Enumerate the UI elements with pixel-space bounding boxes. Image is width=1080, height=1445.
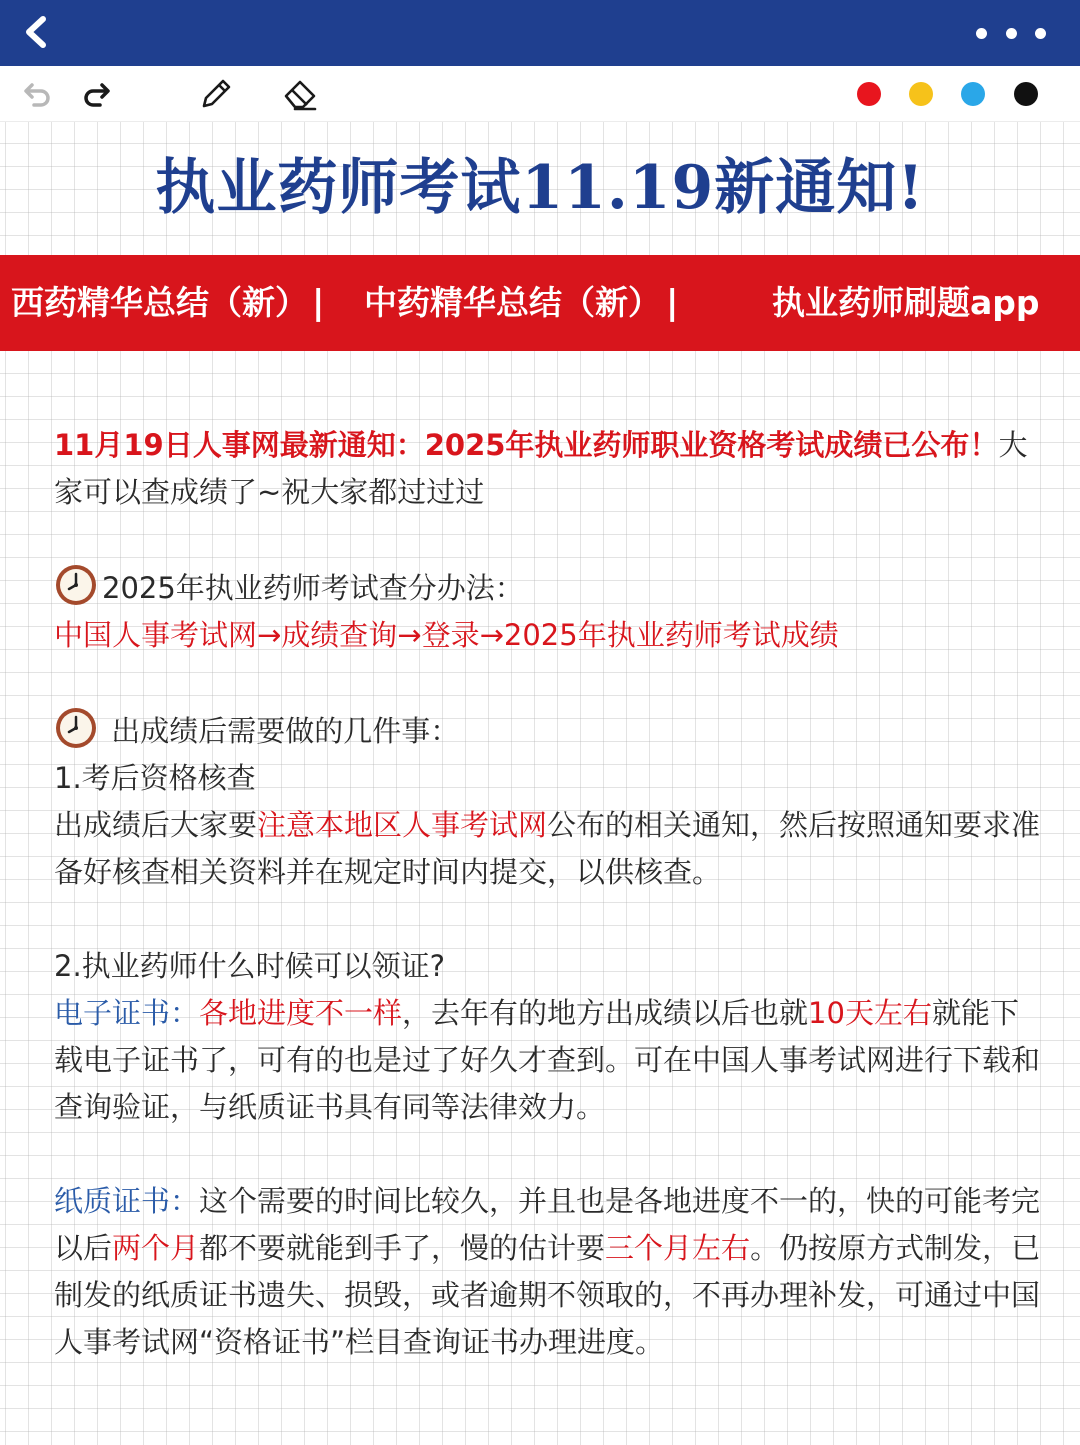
more-dot [1006,28,1017,39]
query-path: 中国人事考试网→成绩查询→登录→2025年执业药师考试成绩 [54,618,839,652]
article-body [54,422,1044,1366]
pencil-icon [198,76,234,112]
more-button[interactable] [976,18,1046,48]
paper-label: 纸质证书： [54,1184,200,1218]
ecert-paragraph [54,990,1044,1131]
redo-button[interactable] [76,74,116,114]
paper-highlight: 三个月左右 [605,1231,751,1265]
query-heading-text: 2025年执业药师考试查分办法： [102,571,524,605]
redo-icon [80,80,112,108]
nav-separator: | [666,283,679,323]
paper-text: 都不要就能到手了，慢的估计要 [199,1231,606,1265]
color-swatch-black[interactable] [1014,82,1038,106]
todo-item1-body [54,802,1044,896]
todo-item1-title: 1.考后资格核查 [54,761,256,795]
undo-icon [22,80,54,108]
eraser-tool[interactable] [280,74,320,114]
ecert-highlight: 10天左右 [808,996,932,1030]
more-dot [1035,28,1046,39]
todo-item1-text: 公布的相关通知，然后按照通知要求准备好核查相关资料并在规定时间内提交，以供核查。 [54,808,1041,889]
paper-text: 。仍按原方式制发，已制发的纸质证书遗失、损毁，或者逾期不领取的，不再办理补发，可通过中国人事考试网“资格证书”栏目查询证书办理进度。 [54,1231,1041,1359]
notice-tail: 大家可以查成绩了~祝大家都过过过 [54,428,1028,509]
todo-heading-text: 出成绩后需要做的几件事： [102,714,460,748]
clock-icon [54,563,98,607]
query-heading [54,563,1044,612]
color-swatch-red[interactable] [857,82,881,106]
paper-text: 这个需要的时间比较久，并且也是各地进度不一的，快的可能考完以后 [54,1184,1041,1265]
page-title: 执业药师考试11.19新通知! [155,153,925,223]
pencil-tool[interactable] [196,74,236,114]
category-nav [0,255,1080,351]
todo-item1-text: 出成绩后大家要 [54,808,258,842]
paper-paragraph [54,1178,1044,1366]
color-swatch-yellow[interactable] [909,82,933,106]
nav-item-quiz-app[interactable]: 执业药师刷题app [772,283,1040,322]
ecert-label: 电子证书： [54,996,200,1030]
nav-item-chinese-medicine[interactable]: 中药精华总结（新） [364,283,661,322]
back-button[interactable] [14,10,58,54]
ecert-text: ，去年有的地方出成绩以后也就 [402,996,809,1030]
paper-highlight: 两个月 [112,1231,200,1265]
drawing-toolbar [0,66,1080,122]
notice-paragraph [54,422,1044,516]
todo-item1-highlight: 注意本地区人事考试网 [257,808,548,842]
notice-headline: 11月19日人事网最新通知：2025年执业药师职业资格考试成绩已公布！ [54,428,999,462]
clock-icon [54,706,98,750]
undo-button[interactable] [18,74,58,114]
top-app-bar [0,0,1080,66]
color-swatch-blue[interactable] [961,82,985,106]
todo-heading [54,706,1044,755]
chevron-left-icon [21,15,51,49]
eraser-icon [281,76,319,112]
todo-item2-title: 2.执业药师什么时候可以领证? [54,949,446,983]
ecert-highlight: 各地进度不一样 [199,996,403,1030]
nav-item-western-medicine[interactable]: 西药精华总结（新） [11,283,308,322]
ecert-text: 就能下载电子证书了，可有的也是过了好久才查到。可在中国人事考试网进行下载和查询验证，与纸质证书具有同等法律效力。 [54,996,1041,1124]
more-dot [976,28,987,39]
nav-separator: | [312,283,325,323]
